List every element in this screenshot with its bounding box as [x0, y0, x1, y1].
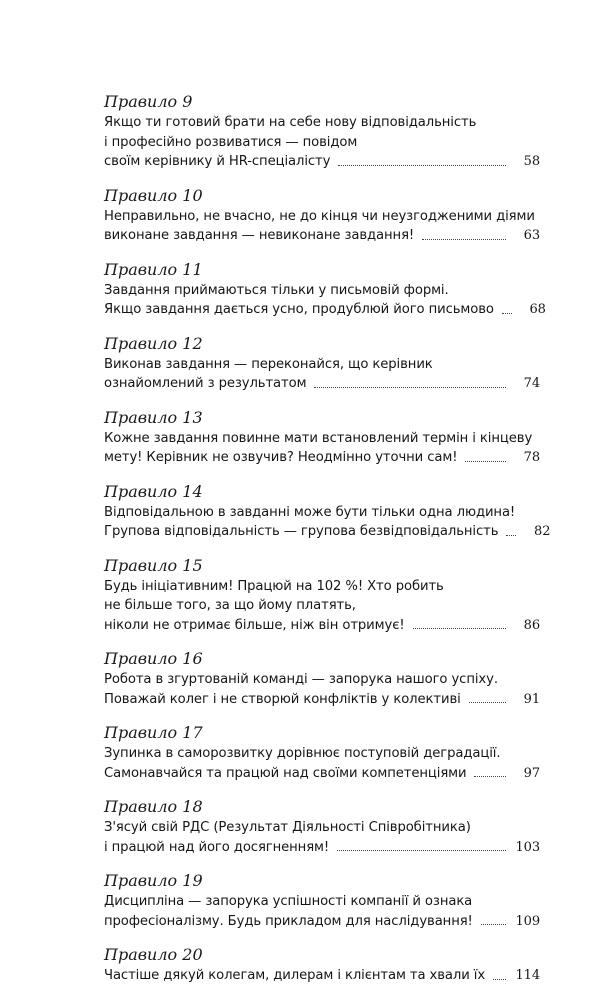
toc-entry [104, 723, 540, 783]
dot-leader [338, 165, 506, 166]
dot-leader [469, 702, 506, 703]
rule-text-line: не більше того, за що йому платять, [104, 598, 356, 613]
rule-last-line [104, 374, 540, 394]
rule-text-line: Дисципліна — запорука успішності компанії й ознака [104, 894, 473, 909]
toc-entry [104, 797, 540, 857]
rule-text-line: Самонавчайся та працюй над своїми компетенціями [104, 765, 467, 781]
rule-title: Правило 20 [104, 945, 203, 964]
dot-leader [493, 979, 506, 980]
page-number: 78 [523, 450, 540, 465]
rule-text-line: Частіше дякуй колегам, дилерам і клієнтам та хвали їх [104, 968, 486, 983]
toc-entry [104, 92, 540, 172]
rule-title: Правило 19 [104, 871, 203, 890]
rule-last-line [104, 226, 540, 246]
rule-last-line [104, 764, 540, 784]
rule-title: Правило 15 [104, 555, 203, 575]
rule-title: Правило 11 [104, 259, 203, 279]
rule-text-line: мету! Керівник не озвучив? Неодмінно уточни сам! [104, 450, 458, 465]
toc-entry [104, 334, 540, 394]
rule-text-line: своїм керівнику й HR-спеціалісту [104, 154, 331, 169]
rule-title: Правило 9 [104, 92, 193, 111]
rule-text-line: і працюй над його досягненням! [104, 839, 330, 855]
rule-text-line: професіоналізму. Будь прикладом для наслідування! [104, 913, 473, 929]
rule-last-line [104, 912, 540, 932]
dot-leader [314, 387, 506, 388]
rule-last-line [104, 966, 540, 986]
rule-title: Правило 10 [104, 185, 203, 205]
rule-title: Правило 12 [104, 333, 203, 353]
rule-text-line: Виконав завдання — переконайся, що керівник [104, 356, 433, 372]
dot-leader [506, 535, 516, 536]
page-number: 63 [523, 228, 540, 243]
page-number: 82 [534, 524, 551, 539]
rule-text-line: Поважай колег і не створюй конфліктів у колективі [104, 691, 461, 707]
rule-text-line: і професійно розвиватися — повідом [104, 134, 358, 150]
toc-entry [104, 871, 540, 931]
rule-last-line [104, 152, 540, 172]
rule-text-line: Будь ініціативним! Працюй на 102 %! Хто робить [104, 578, 444, 594]
toc-entry [104, 556, 540, 636]
rule-title: Правило 14 [104, 481, 203, 501]
rule-last-line [104, 522, 551, 542]
rule-text-line: Якщо завдання дається усно, продублюй його письмово [104, 302, 494, 317]
table-of-contents [104, 92, 551, 1000]
toc-entry [104, 945, 540, 986]
page-number: 109 [515, 913, 540, 929]
toc-entry [104, 481, 551, 542]
dot-leader [422, 239, 506, 240]
rule-last-line [104, 300, 546, 320]
rule-text-line: Групова відповідальність — групова безвідповідальність [104, 524, 499, 539]
page-number: 86 [523, 617, 540, 633]
toc-entry [104, 259, 546, 320]
page-number: 91 [523, 691, 540, 707]
rule-text-line: ознайомлений з результатом [104, 376, 307, 391]
page-number: 97 [523, 765, 540, 781]
rule-title: Правило 16 [104, 649, 203, 668]
dot-leader [465, 461, 506, 462]
dot-leader [474, 776, 506, 777]
toc-entry [104, 649, 540, 709]
rule-text-line: Якщо ти готовий брати на себе нову відповідальність [104, 115, 477, 130]
rule-last-line [104, 690, 540, 710]
rule-last-line [104, 448, 540, 468]
page-number: 103 [515, 839, 540, 855]
rule-text-line: Відповідальною в завданні може бути тільки одна людина! [104, 504, 516, 520]
dot-leader [502, 313, 512, 314]
rule-text-line: Зупинка в саморозвитку дорівнює поступовій деградації. [104, 746, 501, 761]
rule-text-line: ніколи не отримає більше, ніж він отримує! [104, 617, 405, 633]
rule-text-line: Завдання приймаються тільки у письмовій формі. [104, 282, 449, 298]
rule-last-line [104, 838, 540, 858]
page-number: 74 [523, 376, 540, 391]
page-number: 114 [515, 968, 540, 983]
dot-leader [481, 924, 506, 925]
dot-leader [413, 628, 506, 629]
page-number: 68 [529, 302, 546, 317]
rule-title: Правило 17 [104, 723, 203, 742]
rule-last-line [104, 616, 540, 636]
page-number: 58 [523, 154, 540, 169]
toc-entry [104, 408, 540, 468]
dot-leader [337, 850, 506, 851]
rule-text-line: Робота в згуртованій команді — запорука нашого успіху. [104, 672, 498, 687]
rule-title: Правило 13 [104, 407, 203, 427]
rule-title: Правило 18 [104, 797, 203, 816]
toc-entry [104, 186, 540, 246]
rule-text-line: З'ясуй свій РДС (Результат Діяльності Співробітника) [104, 820, 471, 835]
rule-text-line: Кожне завдання повинне мати встановлений термін і кінцеву [104, 430, 533, 446]
rule-text-line: Неправильно, не вчасно, не до кінця чи неузгодженими діями [104, 208, 535, 224]
rule-text-line: виконане завдання — невиконане завдання! [104, 228, 415, 243]
